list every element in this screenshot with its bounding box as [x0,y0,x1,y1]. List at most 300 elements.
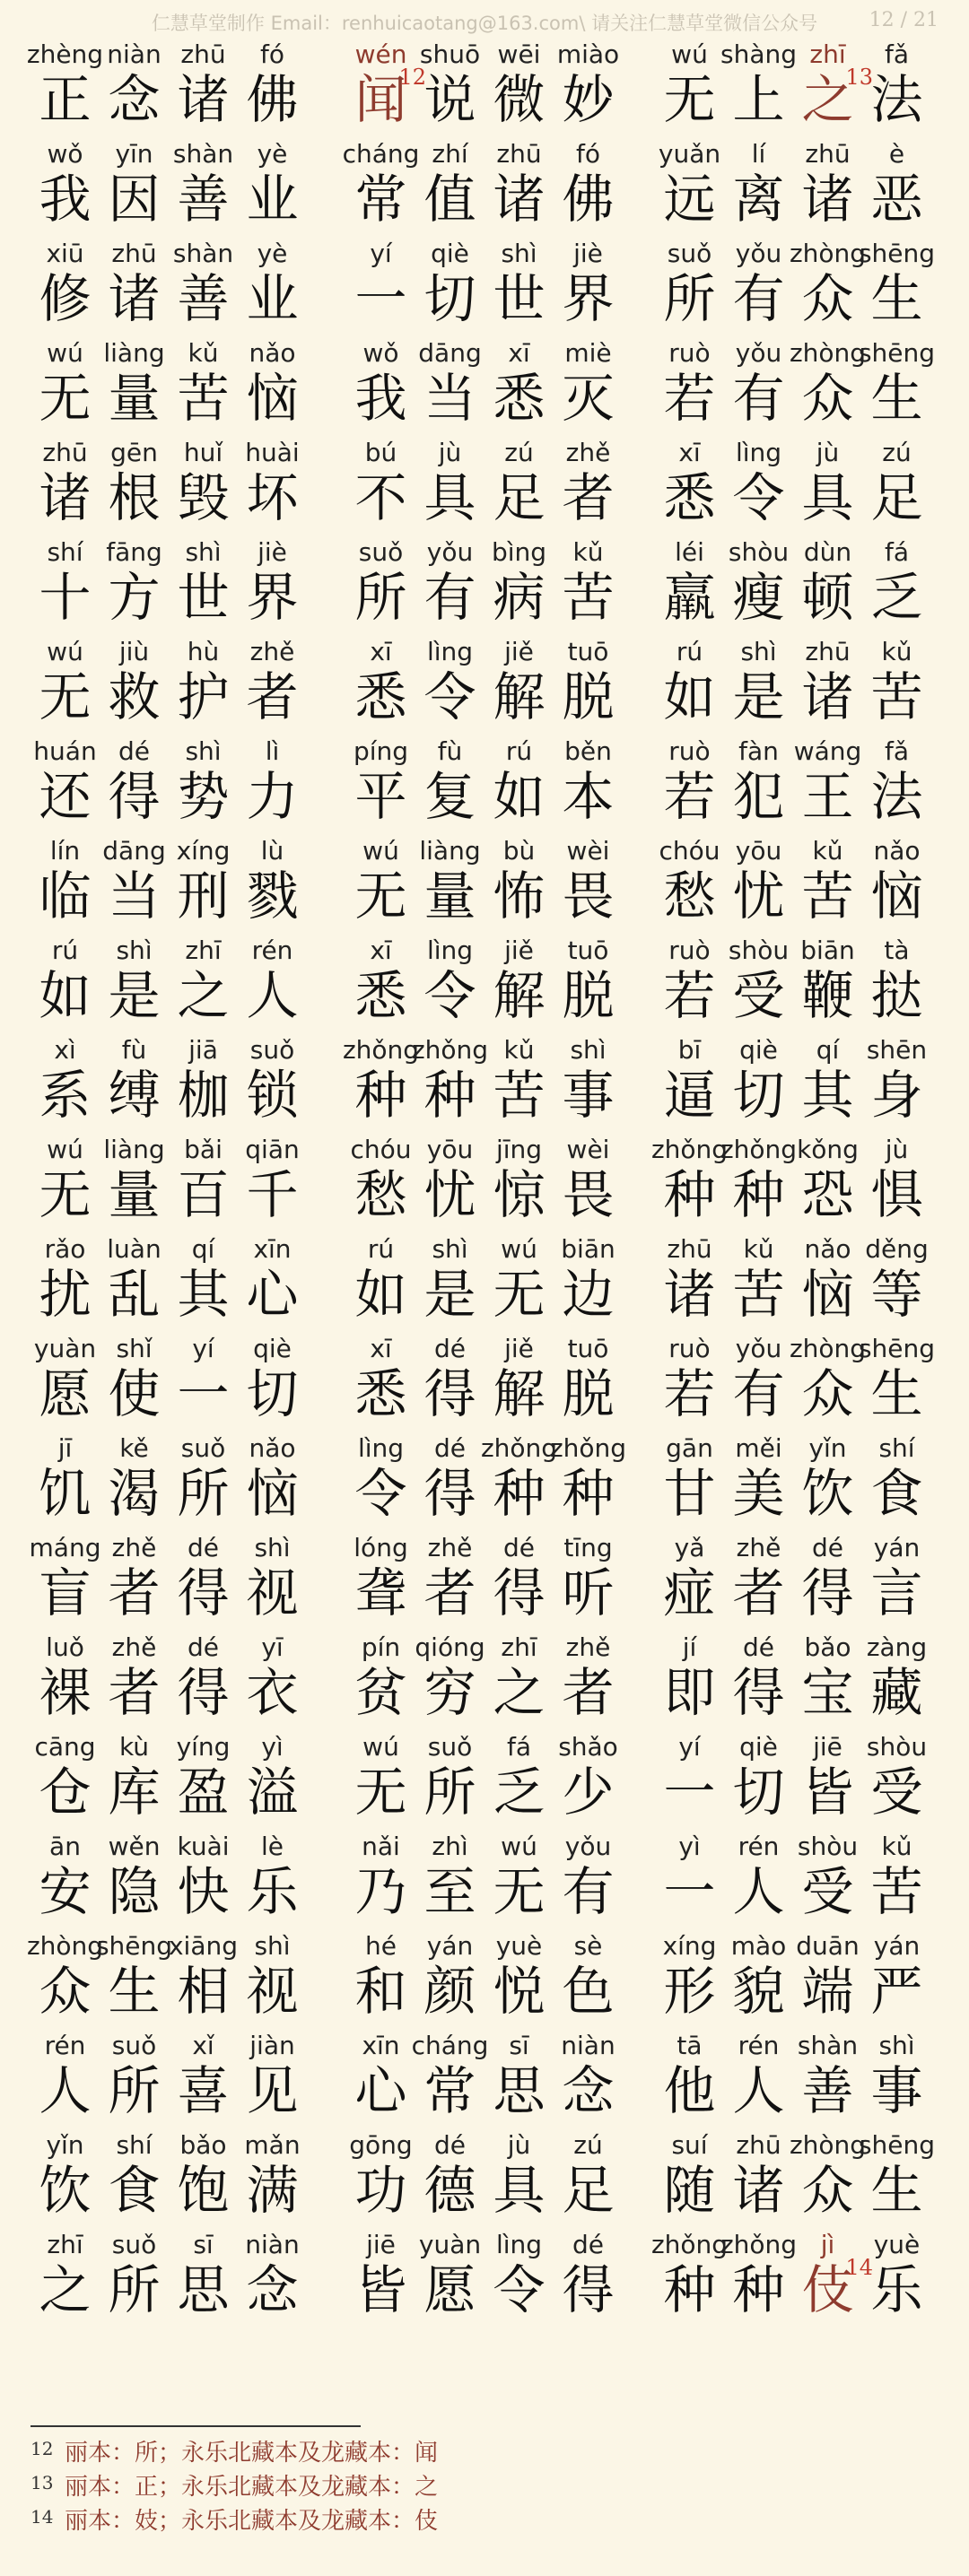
pinyin: lìng [495,2230,543,2259]
syllable [793,535,862,635]
hanzi: 具 [423,467,476,528]
syllable [169,1033,238,1133]
syllable [793,1830,862,1929]
hanzi: 至 [423,1861,476,1922]
verse-phrase [655,1232,933,1332]
pinyin: wēi [497,39,541,69]
hanzi: 恼 [801,1264,854,1325]
pinyin: qiè [431,239,469,268]
syllable [169,1133,238,1232]
pinyin: ruò [668,936,711,965]
hanzi: 一 [663,1861,716,1922]
pinyin: yīn [115,139,153,169]
hanzi: 善 [177,268,230,329]
hanzi: 乏 [870,567,923,628]
syllable [793,1730,862,1830]
syllable [100,2128,169,2228]
syllable [100,336,169,436]
hanzi: 当 [108,866,161,927]
pinyin: dé [188,1632,219,1662]
hanzi: 千 [246,1164,299,1225]
verse-phrase [346,735,624,834]
verse-phrase [346,1929,624,2029]
syllable [862,735,931,834]
syllable [100,1730,169,1830]
pinyin: xǐ [192,2031,214,2060]
hanzi: 法 [870,766,923,827]
syllable [720,1133,798,1232]
footnote-14 [31,2504,659,2538]
hanzi: 饥 [39,1463,92,1524]
syllable [31,1531,100,1631]
verse-phrase [31,1830,309,1929]
hanzi: 是 [423,1264,476,1325]
hanzi: 乱 [108,1264,161,1325]
pinyin: jì [820,2230,835,2259]
verse-row [31,2228,940,2328]
verse-phrase [346,1531,624,1631]
hanzi: 如 [493,766,546,827]
pinyin: zhì [432,1832,468,1861]
pinyin: huán [33,736,97,766]
pinyin: jù [885,1135,909,1164]
pinyin: zhǒng [720,1135,798,1164]
pinyin: xī [370,637,392,666]
hanzi: 平 [354,766,407,827]
syllable [346,934,415,1033]
hanzi: 是 [732,666,785,727]
pinyin: zhū [805,637,851,666]
syllable [31,2029,100,2128]
syllable [554,735,623,834]
hanzi: 其 [801,1065,854,1126]
hanzi: 言 [870,1562,923,1623]
verse-phrase [655,1332,936,1432]
syllable [720,2228,798,2328]
hanzi: 种 [663,1164,716,1225]
hanzi: 念 [246,2259,299,2320]
verse-phrase [655,1432,933,1531]
pinyin: xī [370,936,392,965]
hanzi: 得 [177,1662,230,1723]
page-header [0,0,969,43]
pinyin: niàn [561,2031,615,2060]
hanzi: 人 [39,2060,92,2121]
hanzi: 所 [108,2060,161,2121]
pinyin: shòu [728,936,790,965]
hanzi: 即 [663,1662,716,1723]
syllable [346,237,415,336]
syllable [415,1830,484,1929]
syllable [346,436,415,535]
pinyin: zhèng [26,39,104,69]
syllable [100,934,169,1033]
pinyin: zhū [111,239,157,268]
hanzi: 量 [108,368,161,429]
pinyin: niàn [107,39,162,69]
verse-row [31,735,940,834]
pinyin: zhī [501,1632,537,1662]
pinyin: qiè [739,1035,778,1065]
syllable [238,1730,307,1830]
footnote-reference[interactable]: 12 [398,65,426,90]
syllable [724,1232,793,1332]
pinyin: hé [365,1931,397,1961]
pinyin: miè [564,338,612,368]
hanzi: 还 [39,766,92,827]
pinyin: rú [367,1234,395,1264]
hanzi: 有 [423,567,476,628]
hanzi: 羸 [663,567,716,628]
pinyin: rén [738,1832,780,1861]
pinyin: zhòng [789,2130,867,2160]
pinyin: jiě [504,637,534,666]
verse-phrase [31,2228,309,2328]
hanzi: 视 [246,1562,299,1623]
hanzi: 诸 [493,169,546,230]
hanzi: 伎 [801,2259,854,2320]
hanzi: 溢 [246,1762,299,1823]
pinyin: xī [508,338,530,368]
verse-phrase [31,635,309,735]
hanzi: 令 [354,1463,407,1524]
hanzi: 之 [801,69,854,130]
syllable [100,535,169,635]
syllable [655,735,724,834]
verse-row [31,635,940,735]
pinyin: zhě [111,1533,157,1562]
pinyin: wǒ [362,338,399,368]
syllable [415,1232,484,1332]
syllable [655,336,724,436]
hanzi: 足 [562,2160,615,2221]
pinyin: nǎo [249,1433,296,1463]
hanzi: 和 [354,1961,407,2022]
hanzi: 颜 [423,1961,476,2022]
syllable [346,1232,415,1332]
pinyin: píng [353,736,409,766]
pinyin: yǒu [564,1832,612,1861]
syllable [100,1830,169,1929]
hanzi: 恼 [246,1463,299,1524]
footnote-reference[interactable]: 13 [845,65,873,90]
pinyin: qiè [253,1334,292,1363]
pinyin: yī [261,1632,284,1662]
syllable [415,38,484,137]
verse-phrase [31,2029,309,2128]
hanzi: 痖 [663,1562,716,1623]
hanzi: 苦 [493,1065,546,1126]
hanzi: 切 [732,1065,785,1126]
verse-row [31,1332,940,1432]
syllable [655,1929,724,2029]
pinyin: fá [506,1732,531,1762]
hanzi: 诸 [732,2160,785,2221]
syllable [100,1631,169,1730]
hanzi: 少 [562,1762,615,1823]
syllable [238,2228,307,2328]
syllable [415,1332,484,1432]
pinyin: fù [437,736,463,766]
hanzi: 力 [246,766,299,827]
syllable [31,237,100,336]
syllable [862,1133,931,1232]
verse-phrase [346,1631,624,1730]
pinyin: yí [678,1732,701,1762]
pinyin: suǒ [111,2230,157,2259]
pinyin: zhī [809,39,846,69]
hanzi: 聋 [354,1562,407,1623]
syllable [484,2228,554,2328]
hanzi: 正 [39,69,92,130]
syllable [100,1432,169,1531]
hanzi: 佛 [562,169,615,230]
pinyin: jù [816,438,840,467]
pinyin: shòu [728,537,790,567]
syllable [862,1531,931,1631]
pinyin: bī [677,1035,702,1065]
hanzi: 恶 [870,169,923,230]
pinyin: rén [738,2031,780,2060]
pinyin: zhě [565,1632,611,1662]
pinyin: zú [504,438,534,467]
pinyin: tuō [567,637,609,666]
syllable [238,137,307,237]
pinyin: fǎ [884,39,909,69]
pinyin: rú [51,936,79,965]
pinyin: zhòng [789,239,867,268]
syllable [484,137,554,237]
syllable [862,1830,931,1929]
pinyin: zhū [736,2130,781,2160]
pinyin: děng [865,1234,929,1264]
pinyin: yǐn [46,2130,84,2160]
syllable [793,1531,862,1631]
hanzi: 所 [108,2259,161,2320]
hanzi: 食 [108,2160,161,2221]
syllable [238,2128,307,2228]
hanzi: 其 [177,1264,230,1325]
pinyin: gōng [349,2130,413,2160]
pinyin: qiān [245,1135,300,1164]
hanzi: 有 [732,268,785,329]
pinyin: shì [254,1931,291,1961]
pinyin: lóng [354,1533,408,1562]
syllable [415,137,484,237]
hanzi: 者 [562,467,615,528]
syllable [346,1631,415,1730]
syllable [724,1033,793,1133]
pinyin: nǎo [873,836,921,866]
verse-phrase [31,1232,309,1332]
hanzi: 所 [663,268,716,329]
syllable [484,1232,554,1332]
pinyin: xīn [362,2031,400,2060]
syllable [554,2228,623,2328]
hanzi: 诸 [801,666,854,727]
pinyin: jiě [504,1334,534,1363]
verse-phrase [346,1133,624,1232]
syllable [484,2128,554,2228]
syllable [554,635,623,735]
verse-phrase [346,38,624,137]
syllable [100,1133,169,1232]
hanzi: 愿 [423,2259,476,2320]
syllable [169,2228,238,2328]
hanzi: 若 [663,766,716,827]
hanzi: 忧 [423,1164,476,1225]
hanzi: 令 [423,965,476,1026]
syllable [169,834,238,934]
syllable [789,2128,867,2228]
syllable [862,1432,931,1531]
pinyin: cháng [411,2031,489,2060]
syllable [346,1432,415,1531]
pinyin: zhū [180,39,226,69]
hanzi: 饮 [39,2160,92,2221]
syllable [346,1929,415,2029]
pinyin: yōu [426,1135,474,1164]
pinyin: zhě [111,1632,157,1662]
hanzi: 库 [108,1762,161,1823]
hanzi: 念 [108,69,161,130]
hanzi: 无 [493,1264,546,1325]
syllable [793,934,862,1033]
pinyin: gān [666,1433,713,1463]
hanzi: 念 [562,2060,615,2121]
verse-phrase [655,834,933,934]
syllable [655,1332,724,1432]
hanzi: 愿 [39,1363,92,1424]
verse-phrase [346,2029,624,2128]
syllable [26,38,104,137]
verse-phrase [31,834,309,934]
hanzi: 生 [870,368,923,429]
verse-phrase [346,2128,624,2228]
hanzi: 听 [562,1562,615,1623]
pinyin: suí [671,2130,708,2160]
syllable [655,1631,724,1730]
verse-phrase [31,735,309,834]
pinyin: tīng [563,1533,613,1562]
hanzi: 界 [562,268,615,329]
pinyin: kǔ [503,1035,535,1065]
hanzi: 得 [423,1463,476,1524]
hanzi: 盲 [39,1562,92,1623]
pinyin: yán [426,1931,474,1961]
pinyin: dé [434,1334,466,1363]
verse-phrase [655,535,933,635]
hanzi: 众 [801,268,854,329]
hanzi: 盈 [177,1762,230,1823]
hanzi: 善 [177,169,230,230]
hanzi: 一 [663,1762,716,1823]
pinyin: wèi [566,836,610,866]
pinyin: yuàn [418,2230,482,2259]
syllable [238,735,307,834]
syllable [655,1531,724,1631]
syllable [31,635,100,735]
verse-phrase [31,1033,309,1133]
hanzi: 我 [354,368,407,429]
hanzi: 受 [801,1861,854,1922]
pinyin: běn [564,736,612,766]
footnote-reference[interactable]: 14 [845,2255,873,2280]
syllable [862,137,931,237]
hanzi: 诸 [108,268,161,329]
syllable [169,535,238,635]
pinyin: jí [682,1632,697,1662]
syllable [554,834,623,934]
hanzi: 解 [493,965,546,1026]
pinyin: zú [573,2130,603,2160]
pinyin: zhǒng [411,1035,489,1065]
hanzi: 根 [108,467,161,528]
syllable [484,1830,554,1929]
hanzi: 乃 [354,1861,407,1922]
verse-row [31,1133,940,1232]
pinyin: wǒ [47,139,83,169]
hanzi: 得 [562,2259,615,2320]
pinyin: bǎi [184,1135,223,1164]
pinyin: dé [503,1533,535,1562]
pinyin: zhòng [789,338,867,368]
pinyin: zhě [249,637,295,666]
syllable [862,535,931,635]
hanzi: 常 [423,2060,476,2121]
pinyin: shì [185,537,222,567]
hanzi: 裸 [39,1662,92,1723]
syllable [789,237,867,336]
hanzi: 如 [39,965,92,1026]
syllable [238,1232,307,1332]
pinyin: lìng [357,1433,405,1463]
hanzi: 种 [663,2259,716,2320]
pinyin: yí [370,239,392,268]
pinyin: kě [119,1433,149,1463]
hanzi: 临 [39,866,92,927]
verse-phrase [655,1033,933,1133]
hanzi: 甘 [663,1463,716,1524]
hanzi: 闻 [354,69,407,130]
pinyin: shí [47,537,83,567]
hanzi: 诸 [39,467,92,528]
hanzi: 诸 [177,69,230,130]
hanzi: 妙 [562,69,615,130]
syllable [862,2228,931,2328]
hanzi: 仓 [39,1762,92,1823]
pinyin: kǔ [881,637,912,666]
syllable [415,1133,484,1232]
syllable [415,237,484,336]
hanzi: 令 [423,666,476,727]
hanzi: 逼 [663,1065,716,1126]
pinyin: chóu [659,836,720,866]
hanzi: 渴 [108,1463,161,1524]
hanzi: 者 [732,1562,785,1623]
footnote-number: 14 [31,2506,54,2528]
verse-row [31,336,940,436]
hanzi: 当 [423,368,476,429]
pinyin: xì [54,1035,76,1065]
pinyin: wú [671,39,708,69]
syllable [549,1432,627,1531]
pinyin: cāng [34,1732,96,1762]
syllable [484,1033,554,1133]
syllable [31,735,100,834]
hanzi: 业 [246,169,299,230]
syllable [724,1332,793,1432]
